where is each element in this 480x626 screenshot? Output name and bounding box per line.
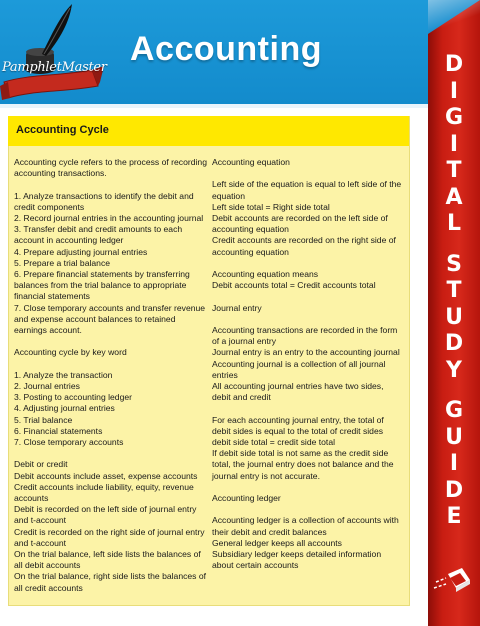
spine-letter: D — [444, 331, 464, 356]
text-line: Credit is recorded on the right side of journal entry and t-account — [14, 526, 205, 548]
text-line: For each accounting journal entry, the total of debit sides is equal to the total of credit sides — [212, 414, 384, 436]
text-line: 5. Prepare a trial balance — [14, 257, 111, 268]
spine-letter: D — [444, 477, 464, 503]
pamphlet-master-logo — [0, 0, 120, 104]
text-line: Left side of the equation is equal to left side of the equation — [212, 179, 402, 201]
text-line: 4. Prepare adjusting journal entries — [14, 246, 148, 257]
text-line: Journal entry — [212, 302, 262, 313]
spine-letter: L — [446, 211, 462, 236]
spine-letter: G — [444, 398, 464, 423]
header-divider — [0, 104, 428, 108]
text-line: 1. Analyze transactions to identify the debit and credit components — [14, 190, 194, 212]
left-column — [14, 157, 210, 594]
text-line: 3. Posting to accounting ledger — [14, 392, 133, 403]
quill-pen-ribbon-icon — [0, 0, 120, 104]
text-line: 3. Transfer debit and credit amounts to each account in accounting ledger — [14, 224, 183, 246]
text-line: Debit accounts are recorded on the left side of accounting equation — [212, 213, 388, 235]
text-line: Subsidiary ledger keeps detailed information about certain accounts — [212, 549, 382, 571]
text-line: If debit side total is not same as the credit side total, the journal entry does not balance and the journal entry is not accurate. — [212, 448, 394, 481]
page-title: Accounting — [130, 30, 322, 68]
text-line: Accounting ledger is a collection of accounts with their debit and credit balances — [212, 515, 399, 537]
spine-letter: I — [449, 451, 459, 476]
text-line: 5. Trial balance — [14, 414, 73, 425]
text-line: Credit accounts are recorded on the right side of accounting equation — [212, 235, 396, 257]
text-line: 7. Close temporary accounts — [14, 437, 124, 448]
text-line: On the trial balance, right side lists the balances of all credit accounts — [14, 571, 207, 593]
text-line: Accounting equation means — [212, 269, 319, 279]
spine-letter: T — [446, 158, 462, 183]
spine-letter: A — [445, 184, 463, 210]
text-line: Accounting transactions are recorded in the form of a journal entry — [212, 324, 398, 347]
spine-letter: E — [446, 504, 462, 529]
spine-letter: S — [446, 251, 462, 277]
spine-letter: Y — [446, 357, 462, 383]
spine-letter: G — [444, 105, 464, 130]
text-line: Left side total = Right side total — [212, 201, 330, 212]
text-line: Accounting ledger — [212, 493, 281, 503]
text-line: 6. Financial statements — [14, 425, 103, 436]
text-line: Debit is recorded on the left side of journal entry and t-account — [14, 504, 197, 526]
text-line: 2. Journal entries — [14, 381, 80, 392]
book-icon — [432, 560, 476, 600]
spine-letter: T — [446, 278, 462, 303]
spine-corner-highlight — [428, 0, 480, 36]
spine-letter: I — [449, 78, 459, 104]
spine-letter: U — [445, 424, 463, 450]
text-line: Accounting cycle by key word — [14, 347, 127, 358]
section-title: Accounting Cycle — [16, 124, 109, 136]
text-line: Journal entry is an entry to the accounting journal — [212, 347, 400, 358]
text-line: debit side total = credit side total — [212, 437, 336, 447]
text-line: Debit accounts total = Credit accounts total — [212, 280, 376, 291]
text-line: 1. Analyze the transaction — [14, 369, 113, 380]
text-line: Accounting cycle refers to the process of recording accounting transactions. — [14, 157, 207, 179]
spine-letter: D — [444, 52, 464, 77]
text-line: Credit accounts include liability, equity, revenue accounts — [14, 481, 194, 504]
text-line: General ledger keeps all accounts — [212, 537, 342, 548]
text-line: All accounting journal entries have two sides, debit and credit — [212, 381, 384, 403]
spine-title — [428, 52, 480, 531]
spine-letter: U — [445, 304, 463, 330]
text-line: 7. Close temporary accounts and transfer revenue and expense account balances to retained earnings account. — [14, 302, 206, 336]
text-line: Debit or credit — [14, 459, 68, 470]
spine-letter: I — [449, 131, 459, 157]
text-line: Debit accounts include asset, expense accounts — [14, 470, 198, 481]
text-line: On the trial balance, left side lists the balances of all debit accounts — [14, 549, 201, 571]
right-column — [212, 157, 404, 571]
text-line: Accounting equation — [212, 157, 290, 167]
text-line: 4. Adjusting journal entries — [14, 403, 115, 414]
text-line: 2. Record journal entries in the accounting journal — [14, 213, 204, 223]
text-line: 6. Prepare financial statements by transferring balances from the trial balance to appropriate financial statements — [14, 269, 190, 302]
logo-text: PamphletMaster — [2, 60, 107, 75]
text-line: Accounting journal is a collection of all journal entries — [212, 358, 386, 380]
